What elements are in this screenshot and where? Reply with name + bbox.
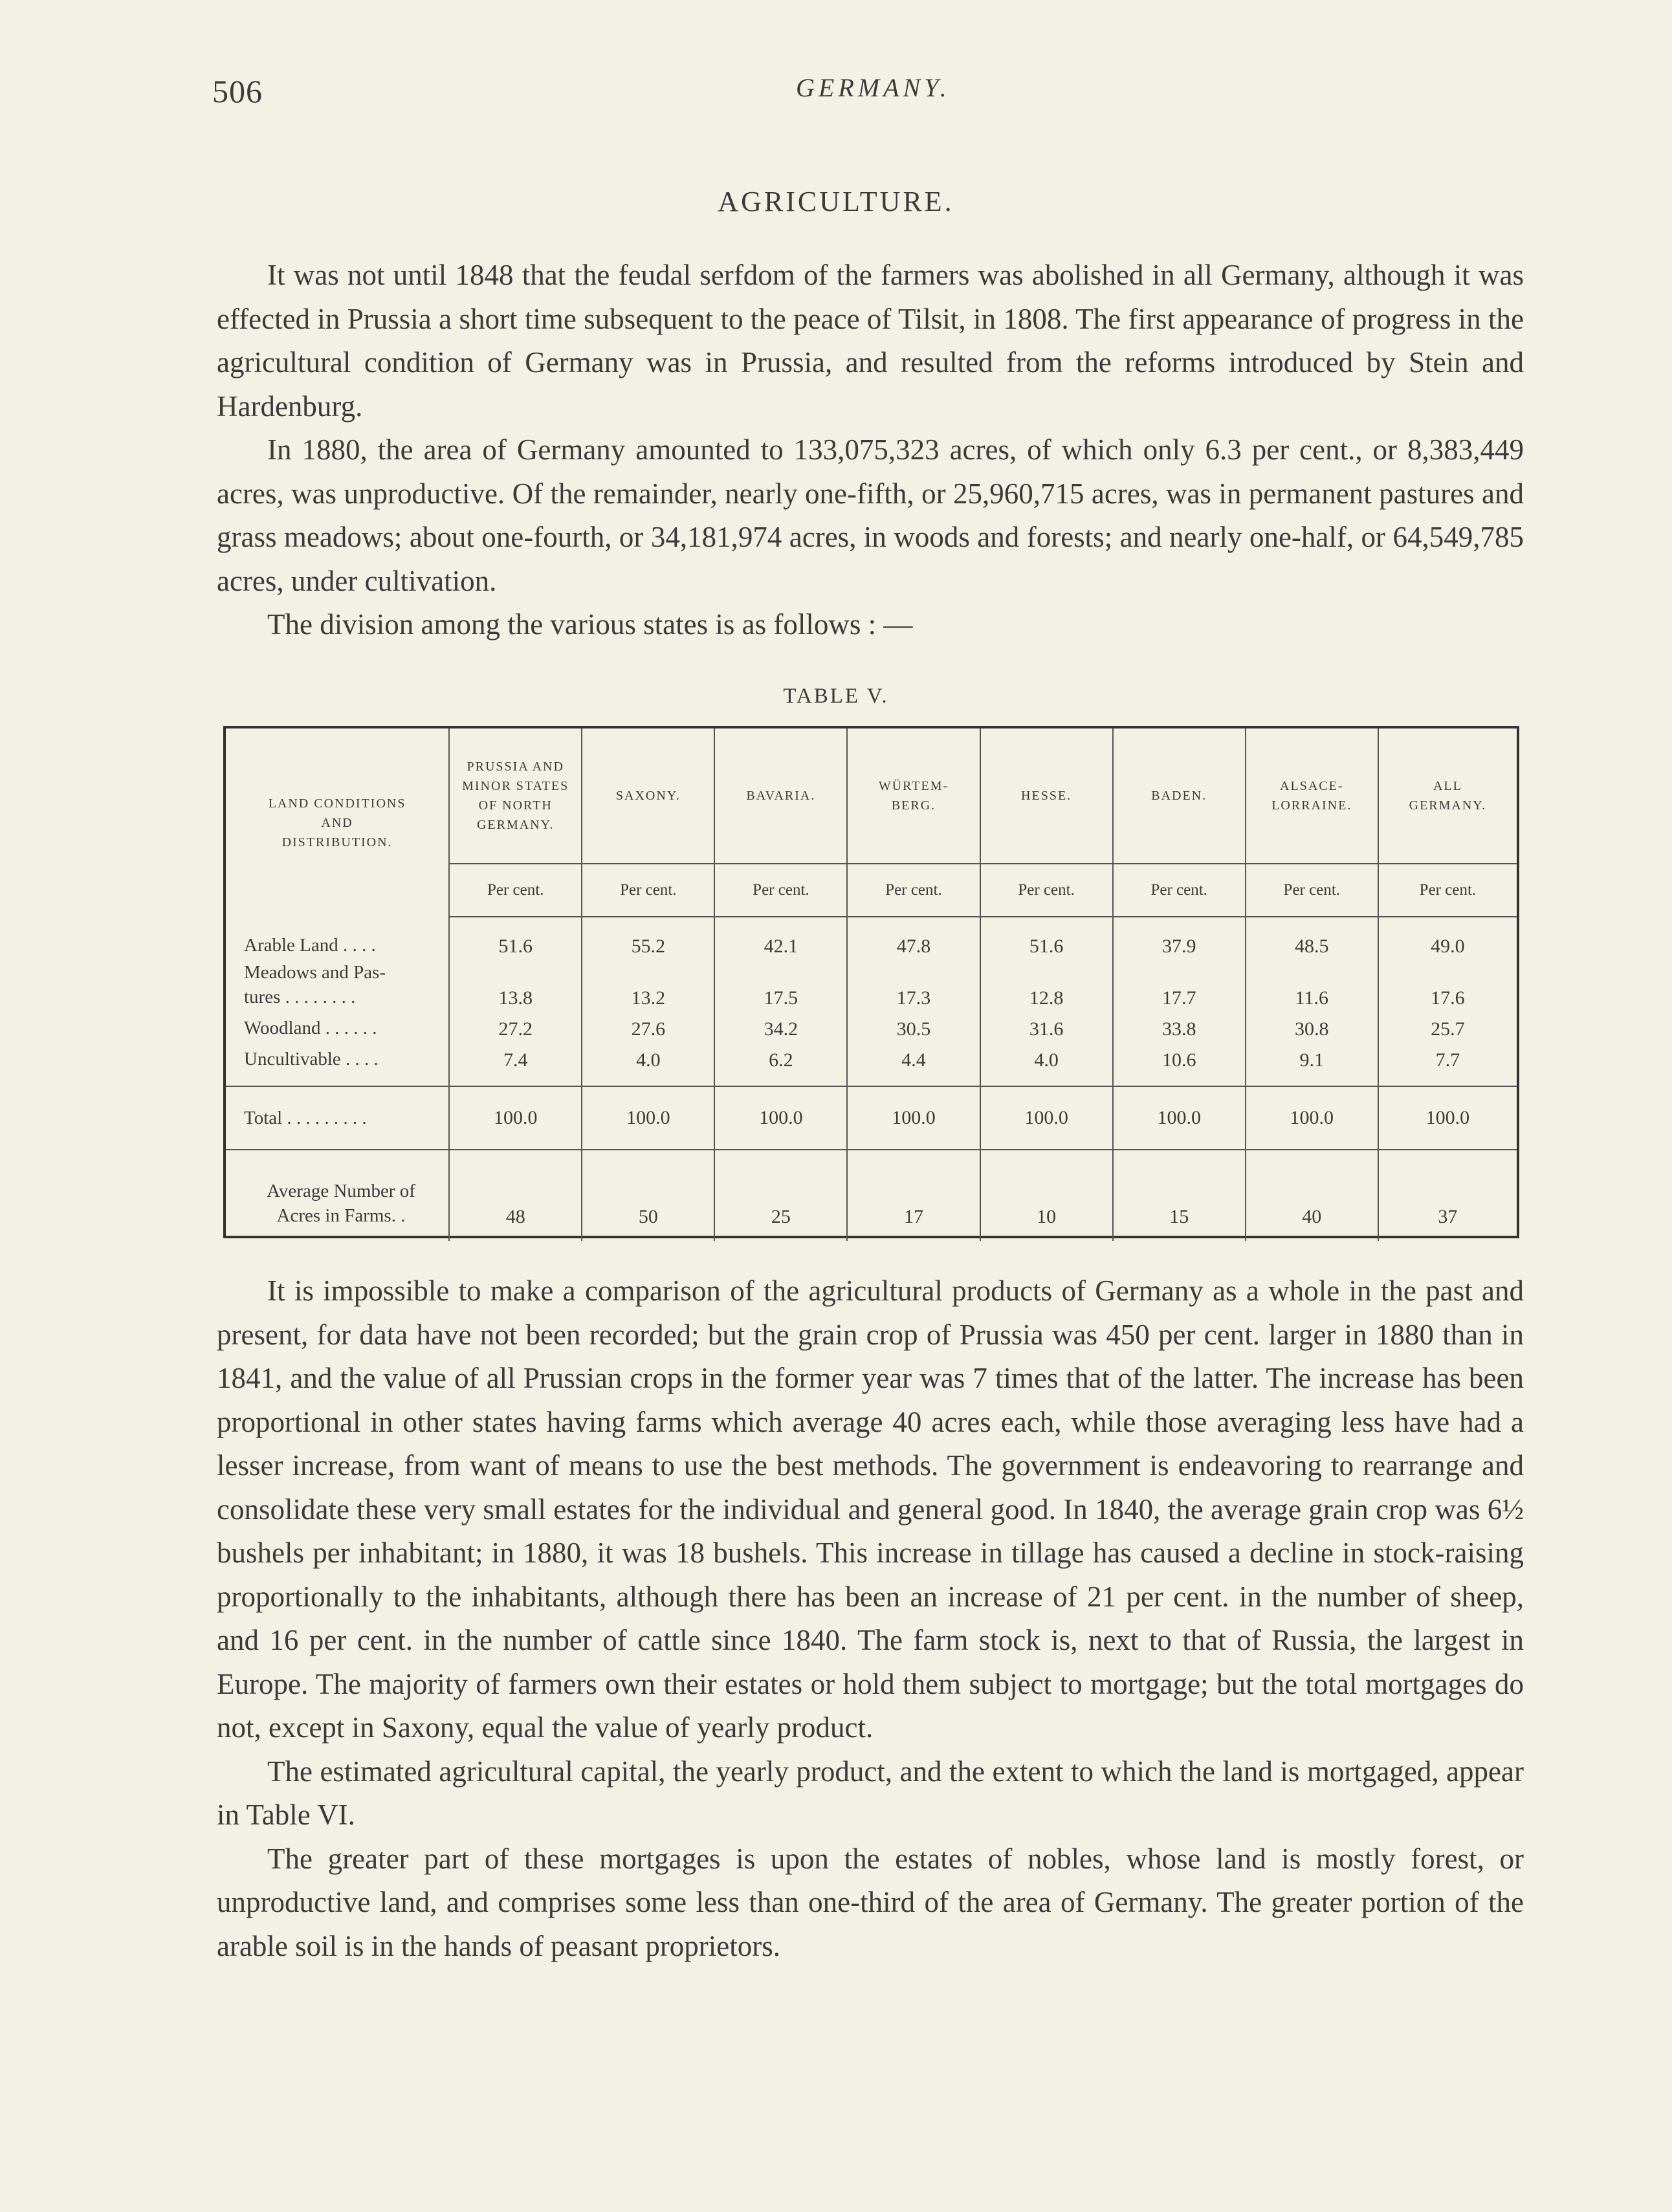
unit-label: Per cent. <box>582 864 714 917</box>
table-row <box>226 1040 1517 1086</box>
table-cell: 15 <box>1113 1150 1246 1241</box>
table-cell: 33.8 <box>1113 1009 1246 1040</box>
column-header <box>980 728 1113 864</box>
corner-line: LAND CONDITIONS <box>268 796 406 811</box>
table-cell: 4.4 <box>847 1040 980 1086</box>
table-cell: 13.2 <box>582 958 714 1009</box>
table-cell: 48.5 <box>1246 917 1378 958</box>
table-cell: 31.6 <box>980 1009 1113 1040</box>
header-line: BADEN. <box>1151 789 1207 803</box>
paragraph: It is impossible to make a comparison of the agricultural products of Germany as a whole in the past and present, for data have not been recorded; but the grain crop of Prussia was 450 per cent. larger in 1880 than in 1841, and the value of all Prussian crops in the former year was 7 times that of the latter. The increase has been proportional in other states having farms which average 40 acres each, while those averaging less have had a lesser increase, from want of means to use the best methods. The government is endeavoring to rearrange and consolidate these very small estates for the individual and general good. In 1840, the average grain crop was 6½ bushels per inhabitant; in 1880, it was 18 bushels. This increase in tillage has caused a decline in stock-raising proportionally to the inhabitants, although there has been an increase of 21 per cent. in the number of sheep, and 16 per cent. in the number of cattle since 1840. The farm stock is, next to that of Russia, the largest in Europe. The majority of farmers own their estates or hold them subject to mortgage; but the total mortgages do not, except in Saxony, equal the value of yearly product. <box>217 1275 1524 1744</box>
table-cell: 7.4 <box>449 1040 582 1086</box>
table-cell: 49.0 <box>1431 936 1465 957</box>
table-cell: 30.8 <box>1246 1009 1378 1040</box>
unit-label: Per cent. <box>1113 864 1246 917</box>
column-header <box>449 728 582 864</box>
table-cell: 40 <box>1246 1150 1378 1241</box>
table-cell: 4.0 <box>582 1040 714 1086</box>
table-cell: 17.6 <box>1431 987 1465 1009</box>
table-cell: 27.2 <box>449 1009 582 1040</box>
table-cell: 27.6 <box>582 1009 714 1040</box>
table-cell: 17.7 <box>1113 958 1246 1009</box>
table-cell: 9.1 <box>1246 1040 1378 1086</box>
header-line: OF NORTH <box>478 798 553 813</box>
row-label: Uncultivable . . . . <box>226 1040 449 1086</box>
column-header <box>582 728 714 864</box>
table-cell: 51.6 <box>980 917 1113 958</box>
land-table <box>223 726 1519 1238</box>
row-label <box>226 1150 449 1241</box>
header-line: HESSE. <box>1021 789 1072 803</box>
prose-top <box>217 254 1524 647</box>
table-cell: 37 <box>1438 1206 1458 1227</box>
table-cell: 12.8 <box>980 958 1113 1009</box>
table-cell: 17 <box>847 1150 980 1241</box>
header-line: ALL <box>1433 779 1462 793</box>
header-line: GERMANY. <box>476 818 555 832</box>
column-header <box>847 728 980 864</box>
table-cell: 25.7 <box>1431 1018 1465 1040</box>
table-cell: 100.0 <box>449 1086 582 1150</box>
header-line: SAXONY. <box>615 789 681 803</box>
paragraph: The division among the various states is as follows : — <box>267 608 913 641</box>
table-cell: 100.0 <box>847 1086 980 1150</box>
table-cell: 13.8 <box>449 958 582 1009</box>
section-title: AGRICULTURE. <box>718 186 954 217</box>
header-line: ALSACE- <box>1280 779 1344 793</box>
unit-label: Per cent. <box>980 864 1113 917</box>
table-cell: 42.1 <box>714 917 847 958</box>
table-cell: 47.8 <box>847 917 980 958</box>
header-line: WÜRTEM- <box>878 779 949 793</box>
row-label: Arable Land . . . . <box>226 917 449 958</box>
table-cell: 50 <box>582 1150 714 1241</box>
corner-header <box>226 728 449 917</box>
unit-label: Per cent. <box>1378 864 1517 917</box>
table-cell: 30.5 <box>847 1009 980 1040</box>
header-line: PRUSSIA AND <box>467 760 564 774</box>
table-cell: 48 <box>449 1150 582 1241</box>
column-header <box>1378 728 1517 864</box>
row-label: Woodland . . . . . . <box>226 1009 449 1040</box>
table-cell: 6.2 <box>714 1040 847 1086</box>
table-row <box>226 1009 1517 1040</box>
unit-label: Per cent. <box>714 864 847 917</box>
table-cell: 11.6 <box>1246 958 1378 1009</box>
table-cell: 55.2 <box>582 917 714 958</box>
farms-row <box>226 1150 1517 1241</box>
table-cell: 100.0 <box>1113 1086 1246 1150</box>
corner-line: AND <box>321 815 353 830</box>
column-header <box>714 728 847 864</box>
table-cell: 100.0 <box>980 1086 1113 1150</box>
header-line: BERG. <box>891 798 936 813</box>
header-line: LORRAINE. <box>1271 798 1352 813</box>
unit-label: Per cent. <box>847 864 980 917</box>
table-cell: 100.0 <box>714 1086 847 1150</box>
column-header <box>1113 728 1246 864</box>
table-row <box>226 917 1517 958</box>
table-caption: TABLE V. <box>783 684 889 708</box>
paragraph: The greater part of these mortgages is upon the estates of nobles, whose land is mostly forest, or unproductive land, and comprises some less than one-third of the area of Germany. The greater portion of the arable soil is in the hands of peasant proprietors. <box>217 1842 1524 1962</box>
table-cell: 7.7 <box>1378 1040 1517 1086</box>
corner-line: DISTRIBUTION. <box>281 835 393 849</box>
unit-label: Per cent. <box>449 864 582 917</box>
table-cell: 37.9 <box>1113 917 1246 958</box>
table-cell: 100.0 <box>582 1086 714 1150</box>
row-label: Meadows and Pas- tures . . . . . . . . <box>226 958 449 1009</box>
table-cell: 10.6 <box>1113 1040 1246 1086</box>
header-line: GERMANY. <box>1409 798 1487 813</box>
table-cell: 100.0 <box>1246 1086 1378 1150</box>
row-label: Total . . . . . . . . . <box>226 1086 449 1150</box>
table-cell: 17.5 <box>714 958 847 1009</box>
table-row <box>226 958 1517 1009</box>
running-head: GERMANY. <box>796 73 951 102</box>
farm-label-line: Acres in Farms. . <box>276 1205 406 1226</box>
prose-bottom <box>217 1269 1524 1968</box>
table-cell: 4.0 <box>980 1040 1113 1086</box>
table-cell: 51.6 <box>449 917 582 958</box>
table-cell: 34.2 <box>714 1009 847 1040</box>
paragraph: It was not until 1848 that the feudal serfdom of the farmers was abolished in all Germany, although it was effected in Prussia a short time subsequent to the peace of Tilsit, in 1808. The first appearance of progress in the agricultural condition of Germany was in Prussia, and resulted from the reforms introduced by Stein and Hardenburg. <box>217 259 1524 422</box>
unit-label: Per cent. <box>1246 864 1378 917</box>
paragraph: In 1880, the area of Germany amounted to 133,075,323 acres, of which only 6.3 per cent., or 8,383,449 acres, was unproductive. Of the remainder, nearly one-fifth, or 25,960,715 acres, was in permanent pastures and grass meadows; about one-fourth, or 34,181,974 acres, in woods and forests; and nearly one-half, or 64,549,785 acres, under cultivation. <box>217 433 1524 597</box>
page-number: 506 <box>212 73 263 109</box>
header-line: BAVARIA. <box>746 789 816 803</box>
farm-label-line: Average Number of <box>267 1181 415 1201</box>
table-cell: 100.0 <box>1378 1086 1517 1150</box>
table-cell: 10 <box>980 1150 1113 1241</box>
column-header <box>1246 728 1378 864</box>
header-line: MINOR STATES <box>462 779 569 793</box>
total-row <box>226 1086 1517 1150</box>
paragraph: The estimated agricultural capital, the yearly product, and the extent to which the land is mortgaged, appear in Table VI. <box>217 1755 1524 1831</box>
table-cell: 17.3 <box>847 958 980 1009</box>
table-cell: 25 <box>714 1150 847 1241</box>
